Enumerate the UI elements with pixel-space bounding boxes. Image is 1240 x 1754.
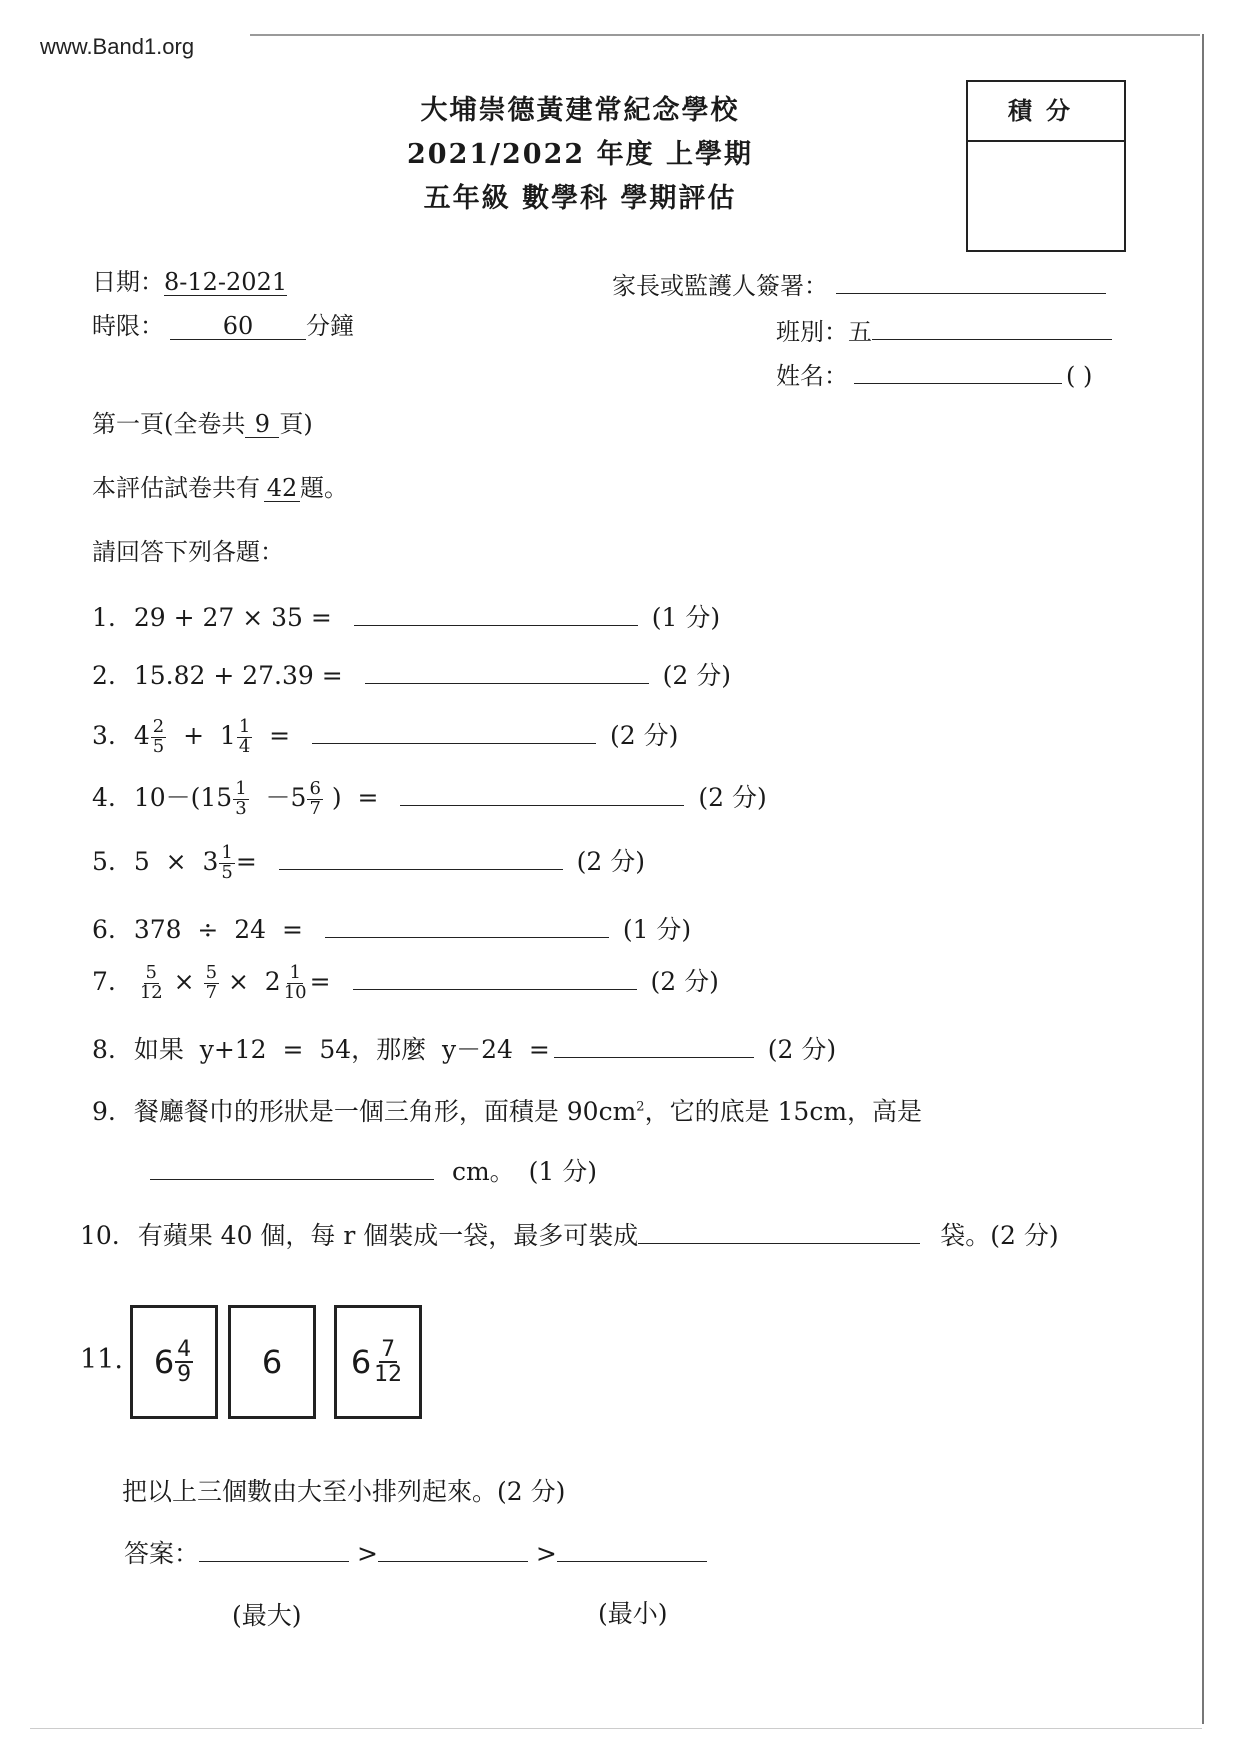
q2-mark: (2 分) bbox=[662, 661, 731, 690]
name-label: 姓名： bbox=[776, 362, 848, 390]
q7-numerator-1: 5 bbox=[145, 962, 157, 984]
exam-subject: 五年級 數學科 學期評估 bbox=[423, 183, 737, 214]
q8-expression: 如果 y+12 = 54，那麼 y－24 = bbox=[133, 1035, 550, 1064]
q11-box1-numerator: 4 bbox=[177, 1336, 192, 1362]
date-label: 日期： bbox=[92, 268, 164, 296]
q3-number: 3. bbox=[92, 721, 116, 750]
q11-largest-label: (最大) bbox=[232, 1601, 302, 1630]
q11-answer-field-2[interactable] bbox=[378, 1560, 528, 1562]
signature-field[interactable] bbox=[836, 292, 1106, 294]
q3-whole-2: 1 bbox=[219, 721, 236, 750]
q6-answer-field[interactable] bbox=[325, 936, 609, 938]
q11-answer-label: 答案： bbox=[124, 1539, 200, 1568]
q7-answer-field[interactable] bbox=[353, 988, 637, 990]
q3-whole-1: 4 bbox=[133, 721, 150, 750]
q10-text: 有蘋果 40 個，每 r 個裝成一袋，最多可裝成 bbox=[137, 1221, 639, 1250]
date-row bbox=[92, 262, 287, 297]
q7-fraction-2 bbox=[204, 964, 219, 1003]
time-row bbox=[92, 306, 354, 341]
q7-denominator-3: 10 bbox=[283, 982, 307, 1003]
q8-answer-field[interactable] bbox=[554, 1056, 754, 1058]
score-box-label: 積分 bbox=[968, 82, 1124, 142]
question-8 bbox=[92, 1030, 836, 1066]
q11-answer-row bbox=[124, 1534, 707, 1570]
q11-greater-than-1: > bbox=[356, 1539, 378, 1568]
q5-equals: = bbox=[235, 847, 257, 876]
q11-number-box-3 bbox=[334, 1305, 422, 1419]
q3-operator: + bbox=[167, 721, 220, 750]
page-info bbox=[92, 404, 313, 439]
q7-operator-1: × bbox=[165, 967, 203, 996]
q11-number: 11. bbox=[80, 1344, 123, 1375]
q11-box1-whole: 6 bbox=[153, 1343, 175, 1381]
q1-answer-field[interactable] bbox=[354, 624, 638, 626]
q10-answer-field[interactable] bbox=[638, 1242, 920, 1244]
q4-middle: －5 bbox=[249, 783, 307, 812]
class-field[interactable] bbox=[872, 338, 1112, 340]
signature-row bbox=[612, 266, 1106, 301]
signature-label: 家長或監護人簽署： bbox=[612, 272, 828, 300]
q10-number: 10. bbox=[80, 1221, 120, 1250]
q7-denominator-1: 12 bbox=[139, 982, 163, 1003]
q3-equals: = bbox=[253, 721, 291, 750]
q11-number-box-1 bbox=[130, 1305, 218, 1419]
q7-number: 7. bbox=[92, 967, 116, 996]
website-watermark: www.Band1.org bbox=[40, 34, 195, 59]
q9-number: 9. bbox=[92, 1097, 116, 1126]
q3-fraction-1 bbox=[151, 718, 166, 757]
school-name: 大埔崇德黃建常紀念學校 bbox=[420, 95, 740, 126]
q11-number-box-2 bbox=[228, 1305, 316, 1419]
class-row bbox=[776, 312, 1112, 347]
q5-mark: (2 分) bbox=[576, 847, 646, 876]
q11-instruction: 把以上三個數由大至小排列起來。(2 分) bbox=[122, 1477, 566, 1506]
q11-smallest-label: (最小) bbox=[598, 1599, 668, 1628]
top-edge-rule bbox=[250, 34, 1200, 36]
time-label: 時限： bbox=[92, 312, 164, 340]
question-1 bbox=[92, 598, 720, 634]
q9-text-b: ，它的底是 15cm，高是 bbox=[644, 1097, 923, 1126]
class-number-paren: ( ) bbox=[1066, 362, 1093, 390]
q7-denominator-2: 7 bbox=[205, 982, 218, 1003]
q6-expression: 378 ÷ 24 = bbox=[133, 915, 303, 944]
q9-mark: (1 分) bbox=[528, 1157, 597, 1186]
q11-box3-denominator: 12 bbox=[374, 1362, 403, 1387]
q9-text-a: 餐廳餐巾的形狀是一個三角形，面積是 90cm bbox=[133, 1097, 637, 1126]
q2-expression: 15.82 + 27.39 = bbox=[133, 661, 343, 690]
question-3 bbox=[92, 716, 678, 757]
question-2 bbox=[92, 656, 731, 692]
q4-denominator-2: 7 bbox=[309, 798, 321, 819]
q6-number: 6. bbox=[92, 915, 116, 944]
q5-prefix: 5 × 3 bbox=[133, 847, 219, 876]
q1-expression: 29 + 27 × 35 = bbox=[133, 603, 332, 632]
q4-mark: (2 分) bbox=[698, 783, 767, 812]
time-value: 60 bbox=[170, 313, 306, 340]
q2-number: 2. bbox=[92, 661, 116, 690]
bottom-edge-rule bbox=[30, 1728, 1202, 1729]
q5-answer-field[interactable] bbox=[279, 868, 563, 870]
q7-fraction-3 bbox=[282, 964, 309, 1003]
q9-superscript: 2 bbox=[636, 1099, 645, 1115]
class-label: 班別： bbox=[776, 318, 848, 346]
q11-greater-than-2: > bbox=[535, 1539, 557, 1568]
q3-denominator-2: 4 bbox=[238, 736, 251, 757]
q11-box3-fraction bbox=[372, 1338, 404, 1386]
q11-box1-fraction bbox=[175, 1338, 193, 1386]
q7-fraction-1 bbox=[138, 964, 165, 1003]
school-year: 2021/2022 年度 上學期 bbox=[407, 139, 753, 170]
q10-mark: (2 分) bbox=[990, 1221, 1059, 1250]
q4-denominator-1: 3 bbox=[235, 798, 247, 819]
q11-box1-denominator: 9 bbox=[177, 1362, 192, 1387]
q9-unit: cm。 bbox=[451, 1157, 515, 1186]
q7-operator-2: × 2 bbox=[220, 967, 281, 996]
q11-box3-numerator: 7 bbox=[381, 1336, 396, 1362]
q9-answer-field[interactable] bbox=[150, 1178, 434, 1180]
q11-box3-whole: 6 bbox=[350, 1343, 372, 1381]
instruction: 請回答下列各題： bbox=[92, 538, 284, 566]
q8-number: 8. bbox=[92, 1035, 116, 1064]
q4-suffix: ) = bbox=[323, 783, 379, 812]
q7-numerator-2: 5 bbox=[205, 962, 218, 984]
q3-denominator-1: 5 bbox=[152, 736, 165, 757]
class-value: 五 bbox=[848, 318, 872, 346]
page-total: 9 bbox=[245, 411, 279, 438]
page-info-prefix: 第一頁(全卷共 bbox=[92, 410, 246, 438]
q3-numerator-2: 1 bbox=[238, 716, 251, 738]
q4-fraction-2 bbox=[307, 780, 322, 819]
q7-mark: (2 分) bbox=[650, 967, 719, 996]
q4-number: 4. bbox=[92, 783, 116, 812]
q5-fraction bbox=[219, 844, 234, 883]
date-value: 8-12-2021 bbox=[164, 268, 288, 296]
right-edge-rule bbox=[1202, 34, 1204, 1724]
q6-mark: (1 分) bbox=[622, 915, 692, 944]
q5-number: 5. bbox=[92, 847, 116, 876]
question-count-prefix: 本評估試卷共有 bbox=[92, 474, 260, 502]
name-field[interactable] bbox=[854, 382, 1062, 384]
q3-fraction-2 bbox=[237, 718, 252, 757]
q7-numerator-3: 1 bbox=[289, 962, 301, 984]
q11-answer-field-3[interactable] bbox=[557, 1560, 707, 1562]
question-count-value: 42 bbox=[264, 475, 300, 502]
question-7 bbox=[92, 962, 719, 1003]
q4-prefix: 10－(15 bbox=[133, 783, 233, 812]
q7-equals: = bbox=[309, 967, 331, 996]
time-unit: 分鐘 bbox=[306, 312, 354, 340]
q4-numerator-2: 6 bbox=[309, 778, 321, 800]
question-10 bbox=[80, 1216, 1059, 1252]
question-6 bbox=[92, 910, 691, 946]
page-info-suffix: 頁) bbox=[279, 410, 313, 438]
q11-answer-field-1[interactable] bbox=[199, 1560, 349, 1562]
question-count bbox=[92, 468, 348, 503]
q5-numerator: 1 bbox=[221, 842, 233, 864]
score-box bbox=[966, 80, 1126, 252]
q11-box2-whole: 6 bbox=[261, 1343, 283, 1381]
q3-mark: (2 分) bbox=[610, 721, 679, 750]
question-5 bbox=[92, 842, 645, 883]
q1-mark: (1 分) bbox=[651, 603, 721, 632]
q5-denominator: 5 bbox=[221, 862, 233, 883]
q1-number: 1. bbox=[92, 603, 116, 632]
q4-fraction-1 bbox=[233, 780, 248, 819]
question-9 bbox=[92, 1092, 922, 1128]
q3-answer-field[interactable] bbox=[312, 742, 596, 744]
q4-answer-field[interactable] bbox=[400, 804, 684, 806]
q3-numerator-1: 2 bbox=[152, 716, 165, 738]
question-count-suffix: 題。 bbox=[300, 474, 348, 502]
name-row bbox=[776, 356, 1092, 391]
q10-unit: 袋。 bbox=[940, 1221, 991, 1250]
q4-numerator-1: 1 bbox=[235, 778, 247, 800]
q2-answer-field[interactable] bbox=[365, 682, 649, 684]
q8-mark: (2 分) bbox=[767, 1035, 837, 1064]
question-4 bbox=[92, 778, 767, 819]
question-9-answer-row bbox=[150, 1152, 597, 1188]
